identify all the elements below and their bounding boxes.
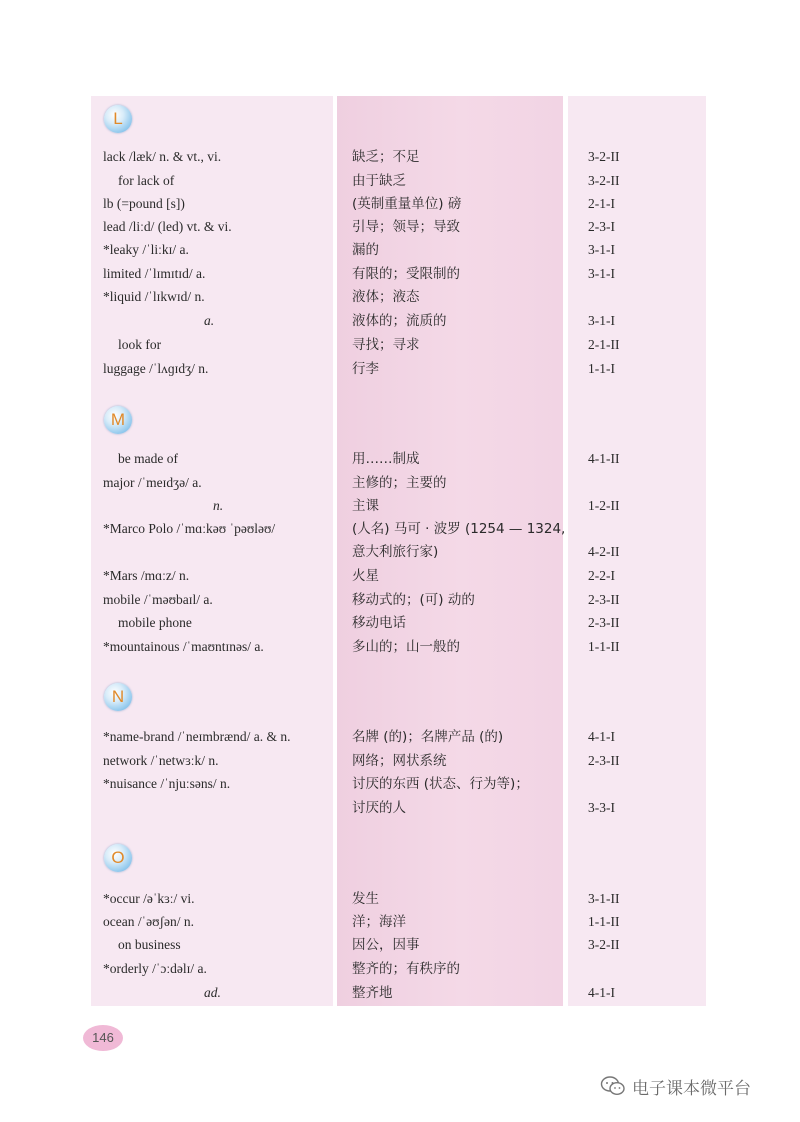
list-item: *liquid /ˈlɪkwɪd/ n. 液体；液态 <box>103 289 420 305</box>
list-item: ad. 整齐地 4-1-I <box>204 985 615 1001</box>
list-item: on business 因公，因事 3-2-II <box>118 937 620 953</box>
section-badge-l: L <box>104 105 132 133</box>
list-item: *nuisance /ˈnjuːsəns/ n. 讨厌的东西 (状态、行为等)； <box>103 776 529 792</box>
list-item: 意大利旅行家) 4-2-II <box>352 544 620 560</box>
list-item: luggage /ˈlʌɡɪdʒ/ n. 行李 1-1-I <box>103 361 615 377</box>
list-item: lb (=pound [s]) (英制重量单位) 磅 2-1-I <box>103 196 615 212</box>
list-item: *orderly /ˈɔːdəlɪ/ a. 整齐的；有秩序的 <box>103 961 460 977</box>
list-item: n. 主课 1-2-II <box>213 498 620 514</box>
list-item: lead /liːd/ (led) vt. & vi. 引导；领导；导致 2-3-I <box>103 219 615 235</box>
page-number: 146 <box>83 1025 123 1051</box>
watermark <box>600 1074 751 1098</box>
list-item: look for 寻找；寻求 2-1-II <box>118 337 620 353</box>
list-item: for lack of 由于缺乏 3-2-II <box>118 173 620 189</box>
list-item: network /ˈnetwɜːk/ n. 网络；网状系统 2-3-II <box>103 753 620 769</box>
list-item: ocean /ˈəʊʃən/ n. 洋；海洋 1-1-II <box>103 914 620 930</box>
list-item: *name-brand /ˈneɪmbrænd/ a. & n. 名牌 (的)；名牌产品 (的) 4-1-I <box>103 729 615 745</box>
section-badge-n: N <box>104 683 132 711</box>
list-item: mobile /ˈməʊbaɪl/ a. 移动式的；(可) 动的 2-3-II <box>103 592 620 608</box>
list-item: mobile phone 移动电话 2-3-II <box>118 615 620 631</box>
list-item: *mountainous /ˈmaʊntɪnəs/ a. 多山的；山一般的 1-1-II <box>103 639 620 655</box>
section-badge-o: O <box>104 844 132 872</box>
list-item: limited /ˈlɪmɪtɪd/ a. 有限的；受限制的 3-1-I <box>103 266 615 282</box>
watermark-text: 电子课本微平台 <box>632 1078 751 1099</box>
wechat-icon <box>600 1075 626 1097</box>
list-item: *leaky /ˈliːkɪ/ a. 漏的 3-1-I <box>103 242 615 258</box>
section-badge-m: M <box>104 406 132 434</box>
list-item: *Marco Polo /ˈmɑːkəʊ ˈpəʊləʊ/ (人名) 马可 · 波罗 (1254 — 1324, <box>103 521 566 537</box>
list-item: a. 液体的；流质的 3-1-I <box>204 313 615 329</box>
list-item: major /ˈmeɪdʒə/ a. 主修的；主要的 <box>103 475 447 491</box>
list-item: *Mars /mɑːz/ n. 火星 2-2-I <box>103 568 615 584</box>
list-item: *occur /əˈkɜː/ vi. 发生 3-1-II <box>103 891 620 907</box>
list-item: 讨厌的人 3-3-I <box>352 800 615 816</box>
list-item: be made of 用……制成 4-1-II <box>118 451 620 467</box>
list-item: lack /læk/ n. & vt., vi. 缺乏；不足 3-2-II <box>103 149 620 165</box>
